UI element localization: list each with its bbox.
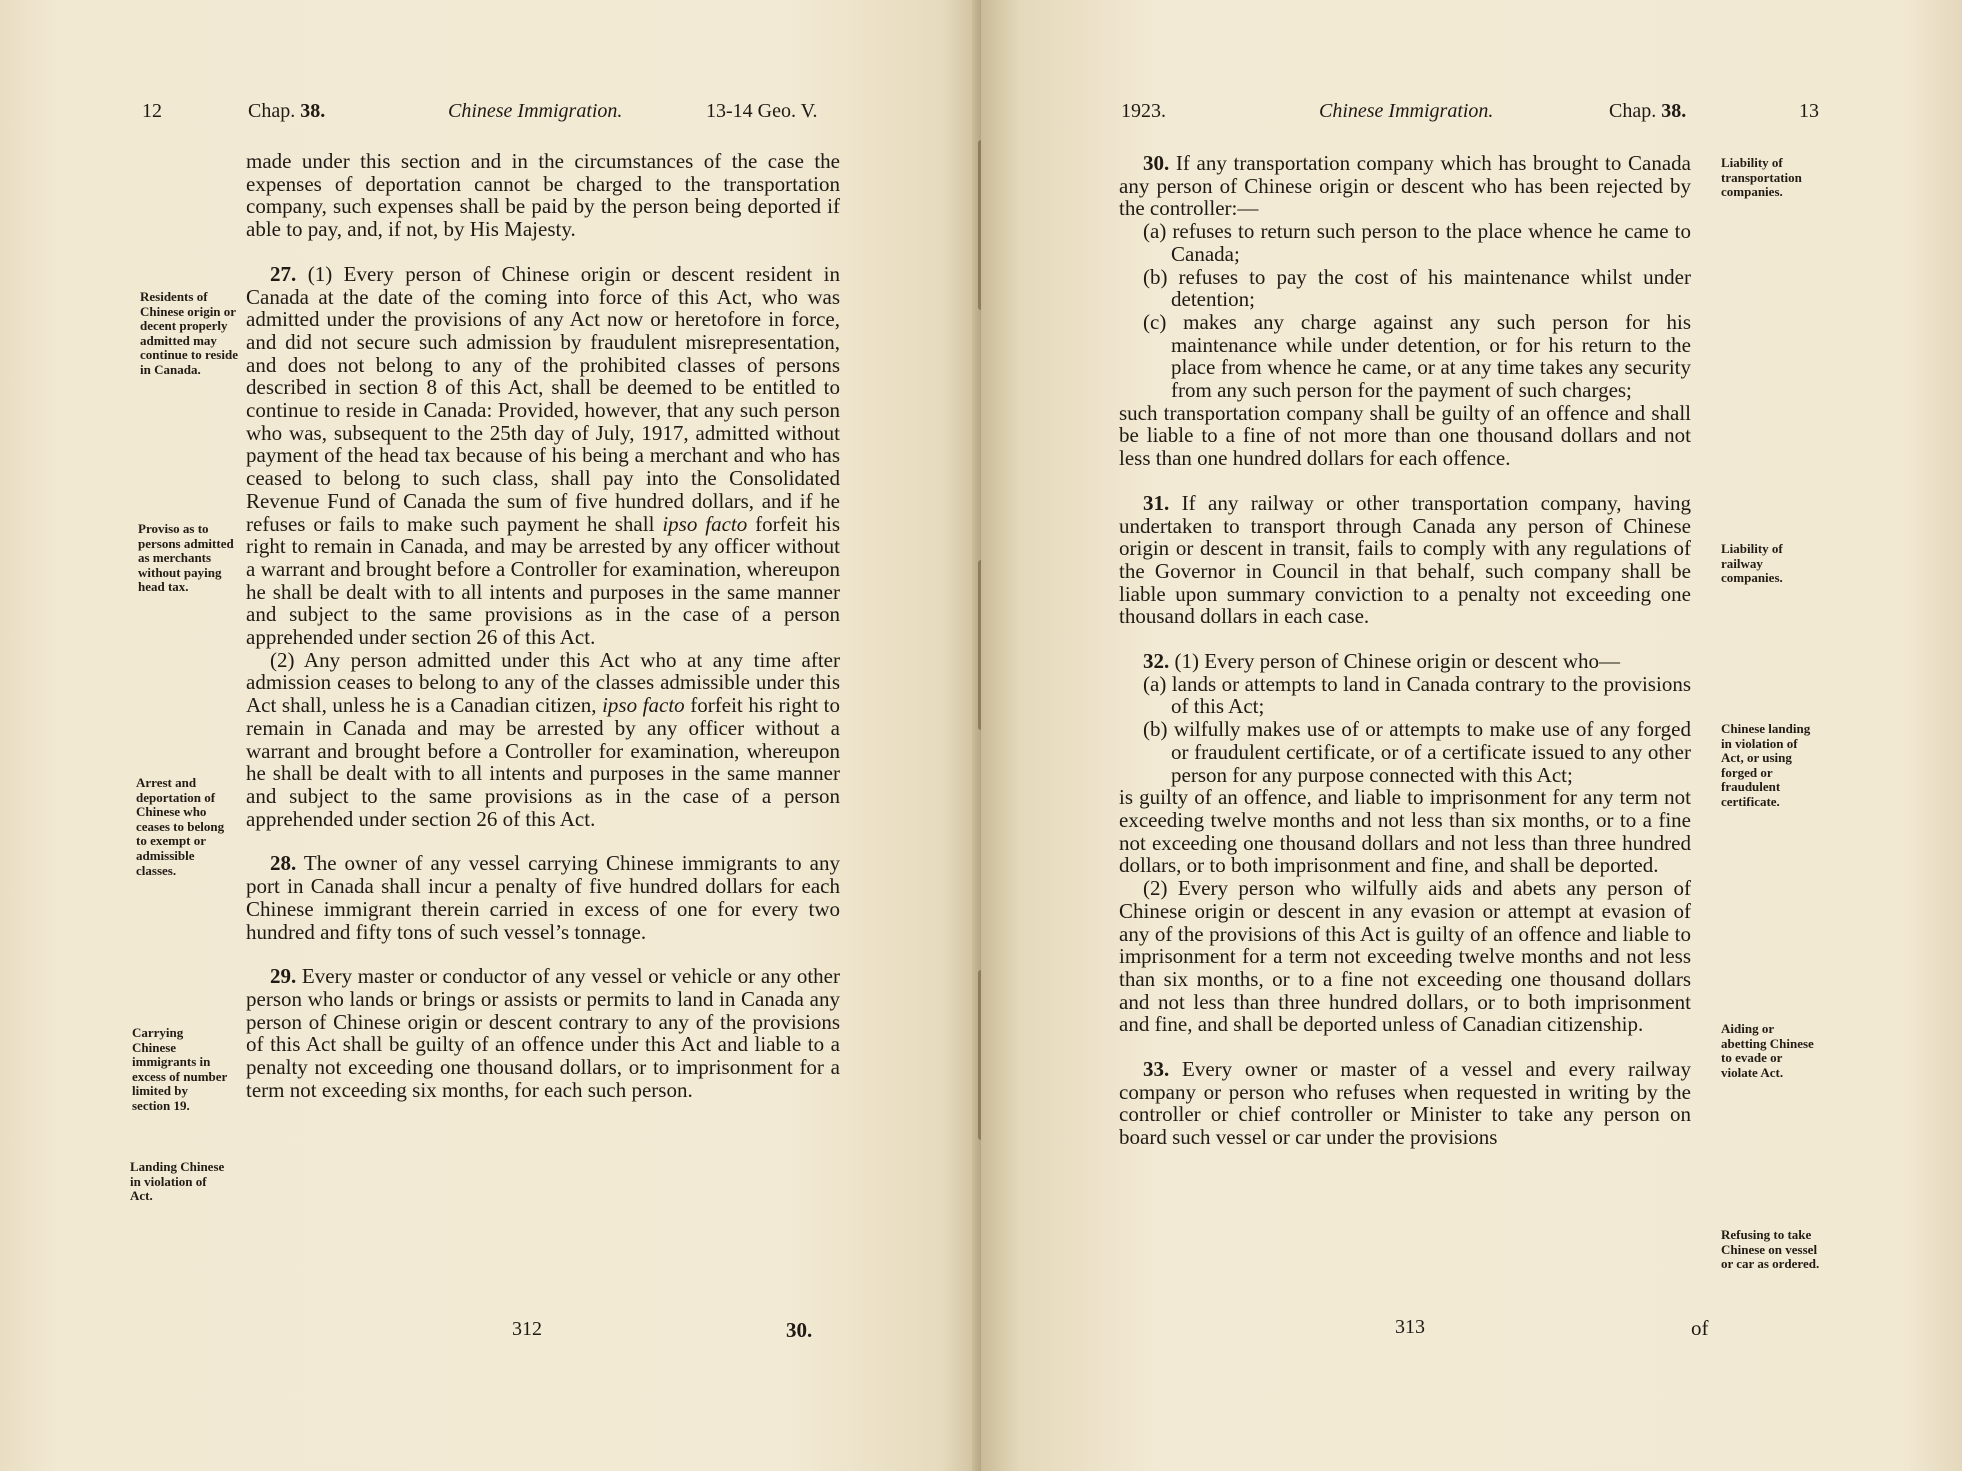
section-33: 33. Every owner or master of a vessel and every railway company or person who refuses when requested in writing by the controller or chief controller or Minister to take any person on board such vessel or car under the provisions	[1119, 1057, 1691, 1150]
margin-note-refusing: Refusing to take Chinese on vessel or car as ordered.	[1721, 1227, 1820, 1272]
page-number: 12	[142, 100, 162, 122]
running-title: Chinese Immigration.	[448, 100, 623, 122]
section-30-b: (b) refuses to pay the cost of his maintenance whilst under detention;	[1143, 264, 1691, 312]
page-number: 13	[1799, 100, 1819, 122]
section-32-a: (a) lands or attempts to land in Canada contrary to the provisions of this Act;	[1143, 671, 1691, 719]
right-body-text	[1119, 152, 1691, 1149]
chapter-label: Chap. 38.	[248, 100, 326, 122]
right-running-head	[981, 100, 1962, 130]
section-30-c: (c) makes any charge against any such person for his maintenance while under detention, or for his return to the place from whence he came, or at any time takes any security from any such person for the payment of such charges;	[1143, 309, 1691, 403]
section-30: 30. If any transportation company which has brought to Canada any person of Chinese origin or descent who has been rejected by the controller:—	[1119, 151, 1691, 221]
section-28: 28. The owner of any vessel carrying Chinese immigrants to any port in Canada shall incur a penalty of five hundred dollars for each Chinese immigrant therein carried in excess of one for every two hundred and fifty tons of such vessel’s tonnage.	[246, 851, 840, 944]
folio-number: 313	[1395, 1316, 1425, 1338]
year-label: 1923.	[1121, 100, 1166, 122]
margin-note-landing: Landing Chinese in violation of Act.	[130, 1159, 225, 1204]
left-running-head	[0, 100, 981, 130]
left-body-text	[246, 150, 840, 1101]
section-32-1: 32. (1) Every person of Chinese origin or descent who—	[1143, 649, 1621, 674]
running-title: Chinese Immigration.	[1319, 100, 1494, 122]
margin-note-liability-railway: Liability of railway companies.	[1721, 541, 1783, 586]
section-30-close: such transportation company shall be guilty of an offence and shall be liable to a fine of not more than one thousand dollars and not less than one hundred dollars for each offence.	[1119, 400, 1691, 471]
section-30-a: (a) refuses to return such person to the place whence he came to Canada;	[1143, 219, 1691, 266]
chapter-label: Chap. 38.	[1609, 100, 1687, 122]
margin-note-arrest: Arrest and deportation of Chinese who ceases to belong to exempt or admissible classes.	[136, 775, 225, 878]
section-32-b: (b) wilfully makes use of or attempts to make use of any forged or fraudulent certificate, or of a certificate issued to any other person for any purpose connected with this Act;	[1143, 717, 1691, 787]
catchword: 30.	[786, 1318, 813, 1342]
margin-note-chinese-landing: Chinese landing in violation of Act, or using forged or fraudulent certificate.	[1721, 721, 1811, 809]
catchword: of	[1691, 1316, 1709, 1340]
section-27-1: 27. (1) Every person of Chinese origin or descent resident in Canada at the date of the coming into force of this Act, who was admitted under the provisions of any Act now or heretofore in force, and did not secure such admission by fraudulent misrepresentation, and does not belong to any of the prohibited classes of persons described in section 8 of this Act, shall be deemed to be entitled to continue to reside in Canada: Provided, however, that any such person who was, subsequent to the 25th day of July, 1917, admitted without payment of the head tax because of his being a merchant and who has ceased to belong to such class, shall pay into the Consolidated Revenue Fund of Canada the sum of five hundred dollars, and if he refuses or fails to make such payment he shall ipso facto forfeit his right to remain in Canada, and may be arrested by any officer without a warrant and brought before a Controller for examination, whereupon he shall be dealt with to all intents and purposes in the same manner and subject to the same provisions as in the case of a person apprehended under section 26 of this Act.	[246, 261, 841, 650]
margin-note-carrying: Carrying Chinese immigrants in excess of number limited by section 19.	[132, 1025, 228, 1113]
session-label: 13-14 Geo. V.	[706, 100, 818, 122]
margin-note-aiding: Aiding or abetting Chinese to evade or violate Act.	[1721, 1021, 1814, 1080]
paragraph: made under this section and in the circumstances of the case the expenses of deportation cannot be charged to the transportation company, such expenses shall be paid by the person being deported if able to pay, and, if not, by His Majesty.	[246, 149, 840, 242]
right-page	[981, 0, 1962, 1471]
section-32-close: is guilty of an offence, and liable to imprisonment for any term not exceeding twelve months and not less than six months, or to a fine not exceeding one thousand dollars and not less than three hundred dollars, or to both imprisonment and fine, and shall be deported.	[1119, 785, 1691, 878]
section-31: 31. If any railway or other transportation company, having undertaken to transport through Canada any person of Chinese origin or descent in transit, fails to comply with any regulations of the Governor in Council in that behalf, such company shall be liable upon summary conviction to a penalty not exceeding one thousand dollars in each case.	[1119, 490, 1692, 629]
margin-note-liability-transport: Liability of transportation companies.	[1721, 155, 1802, 200]
section-32-2: (2) Every person who wilfully aids and abets any person of Chinese origin or descent in any evasion or attempt at evasion of any of the provisions of this Act is guilty of an offence and liable to imprisonment for a term not exceeding twelve months and not less than six months, or to a fine not exceeding one thousand dollars and not less than three hundred dollars, or to both imprisonment and fine, and shall be deported unless of Canadian citizenship.	[1119, 876, 1691, 1037]
margin-note-proviso: Proviso as to persons admitted as merchants without paying head tax.	[138, 521, 234, 595]
margin-note-residents: Residents of Chinese origin or decent properly admitted may continue to reside in Canada.	[140, 289, 238, 377]
section-27-2: (2) Any person admitted under this Act who at any time after admission ceases to belong to any of the classes admissible under this Act shall, unless he is a Canadian citizen, ipso facto forfeit his right to remain in Canada and may be arrested by any officer without a warrant and brought before a Controller for examination, whereupon he shall be dealt with to all intents and purposes in the same manner and subject to the same provisions as in the case of a person apprehended under section 26 of this Act.	[246, 647, 841, 831]
folio-number: 312	[512, 1318, 542, 1340]
section-29: 29. Every master or conductor of any vessel or vehicle or any other person who lands or brings or assists or permits to land in Canada any person of Chinese origin or descent contrary to any of the provisions of this Act shall be guilty of an offence under this Act and liable to a penalty not exceeding one thousand dollars, or to imprisonment for a term not exceeding six months, for each such person.	[246, 964, 840, 1102]
